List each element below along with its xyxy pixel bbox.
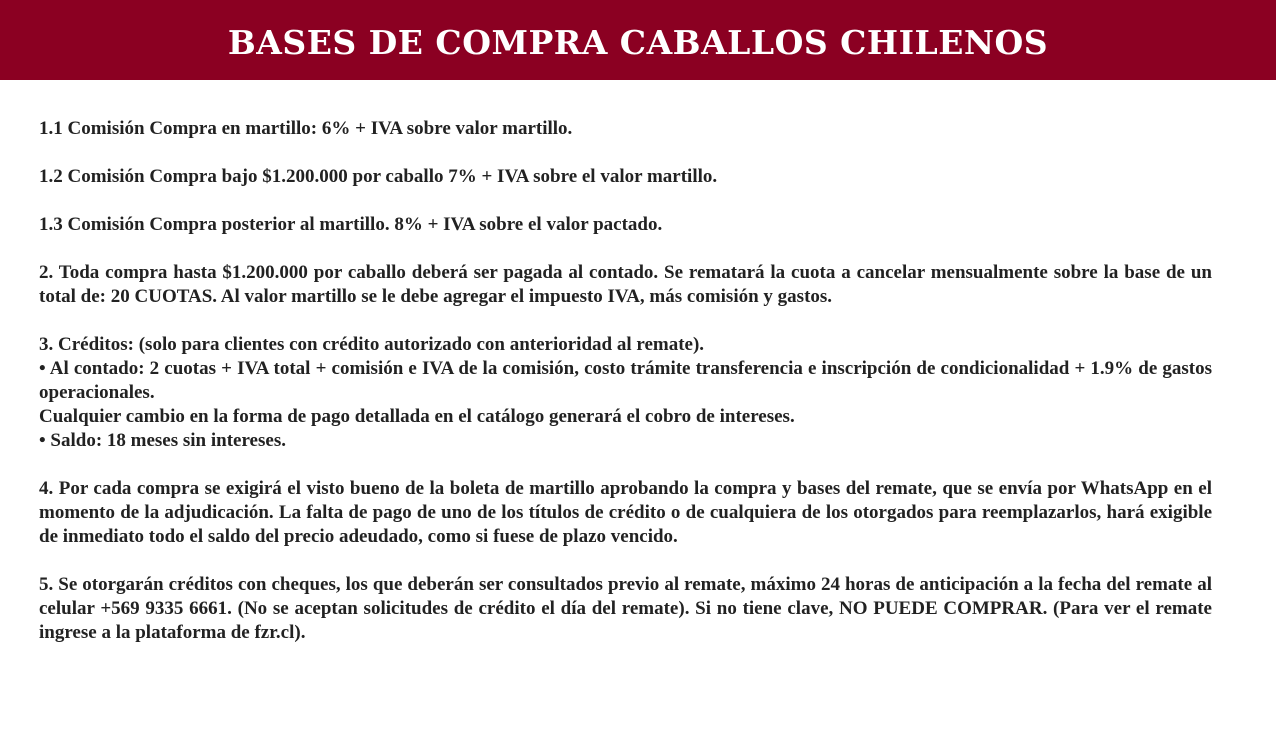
clause-2: 2. Toda compra hasta $1.200.000 por caballo deberá ser pagada al contado. Se rematará la cuota a cancelar mensualmente sobre la base de un total de: 20 CUOTAS. Al valor martillo se le debe agregar el impuesto IVA, más comisión y gastos. bbox=[39, 262, 1212, 307]
header-banner bbox=[0, 0, 1276, 80]
clause-3-saldo: • Saldo: 18 meses sin intereses. bbox=[39, 430, 286, 451]
clause-5: 5. Se otorgarán créditos con cheques, los que deberán ser consultados previo al remate, máximo 24 horas de anticipación a la fecha del remate al celular +569 9335 6661. (No se aceptan solicitudes de crédito el día del remate). Si no tiene clave, NO PUEDE COMPRAR. (Para ver el remate ingrese a la plataforma de fzr.cl). bbox=[39, 574, 1212, 643]
clause-1-2: 1.2 Comisión Compra bajo $1.200.000 por caballo 7% + IVA sobre el valor martillo. bbox=[39, 166, 718, 187]
clause-3-contado: • Al contado: 2 cuotas + IVA total + comisión e IVA de la comisión, costo trámite transferencia e inscripción de condicionalidad + 1.9% de gastos operacionales. bbox=[39, 358, 1212, 403]
clause-3-cambio: Cualquier cambio en la forma de pago detallada en el catálogo generará el cobro de intereses. bbox=[39, 406, 795, 427]
clause-1-1: 1.1 Comisión Compra en martillo: 6% + IVA sobre valor martillo. bbox=[39, 118, 573, 139]
page-title: BASES DE COMPRA CABALLOS CHILENOS bbox=[227, 22, 1049, 62]
clause-3 bbox=[39, 333, 1212, 453]
clause-4: 4. Por cada compra se exigirá el visto bueno de la boleta de martillo aprobando la compra y bases del remate, que se envía por WhatsApp en el momento de la adjudicación. La falta de pago de uno de los títulos de crédito o de cualquiera de los otorgados para reemplazarlos, hará exigible de inmediato todo el saldo del precio adeudado, como si fuese de plazo vencido. bbox=[39, 478, 1212, 547]
clause-1-3: 1.3 Comisión Compra posterior al martillo. 8% + IVA sobre el valor pactado. bbox=[39, 214, 663, 235]
clause-3-title: 3. Créditos: (solo para clientes con crédito autorizado con anterioridad al remate). bbox=[39, 334, 705, 355]
terms-body bbox=[39, 117, 1212, 669]
